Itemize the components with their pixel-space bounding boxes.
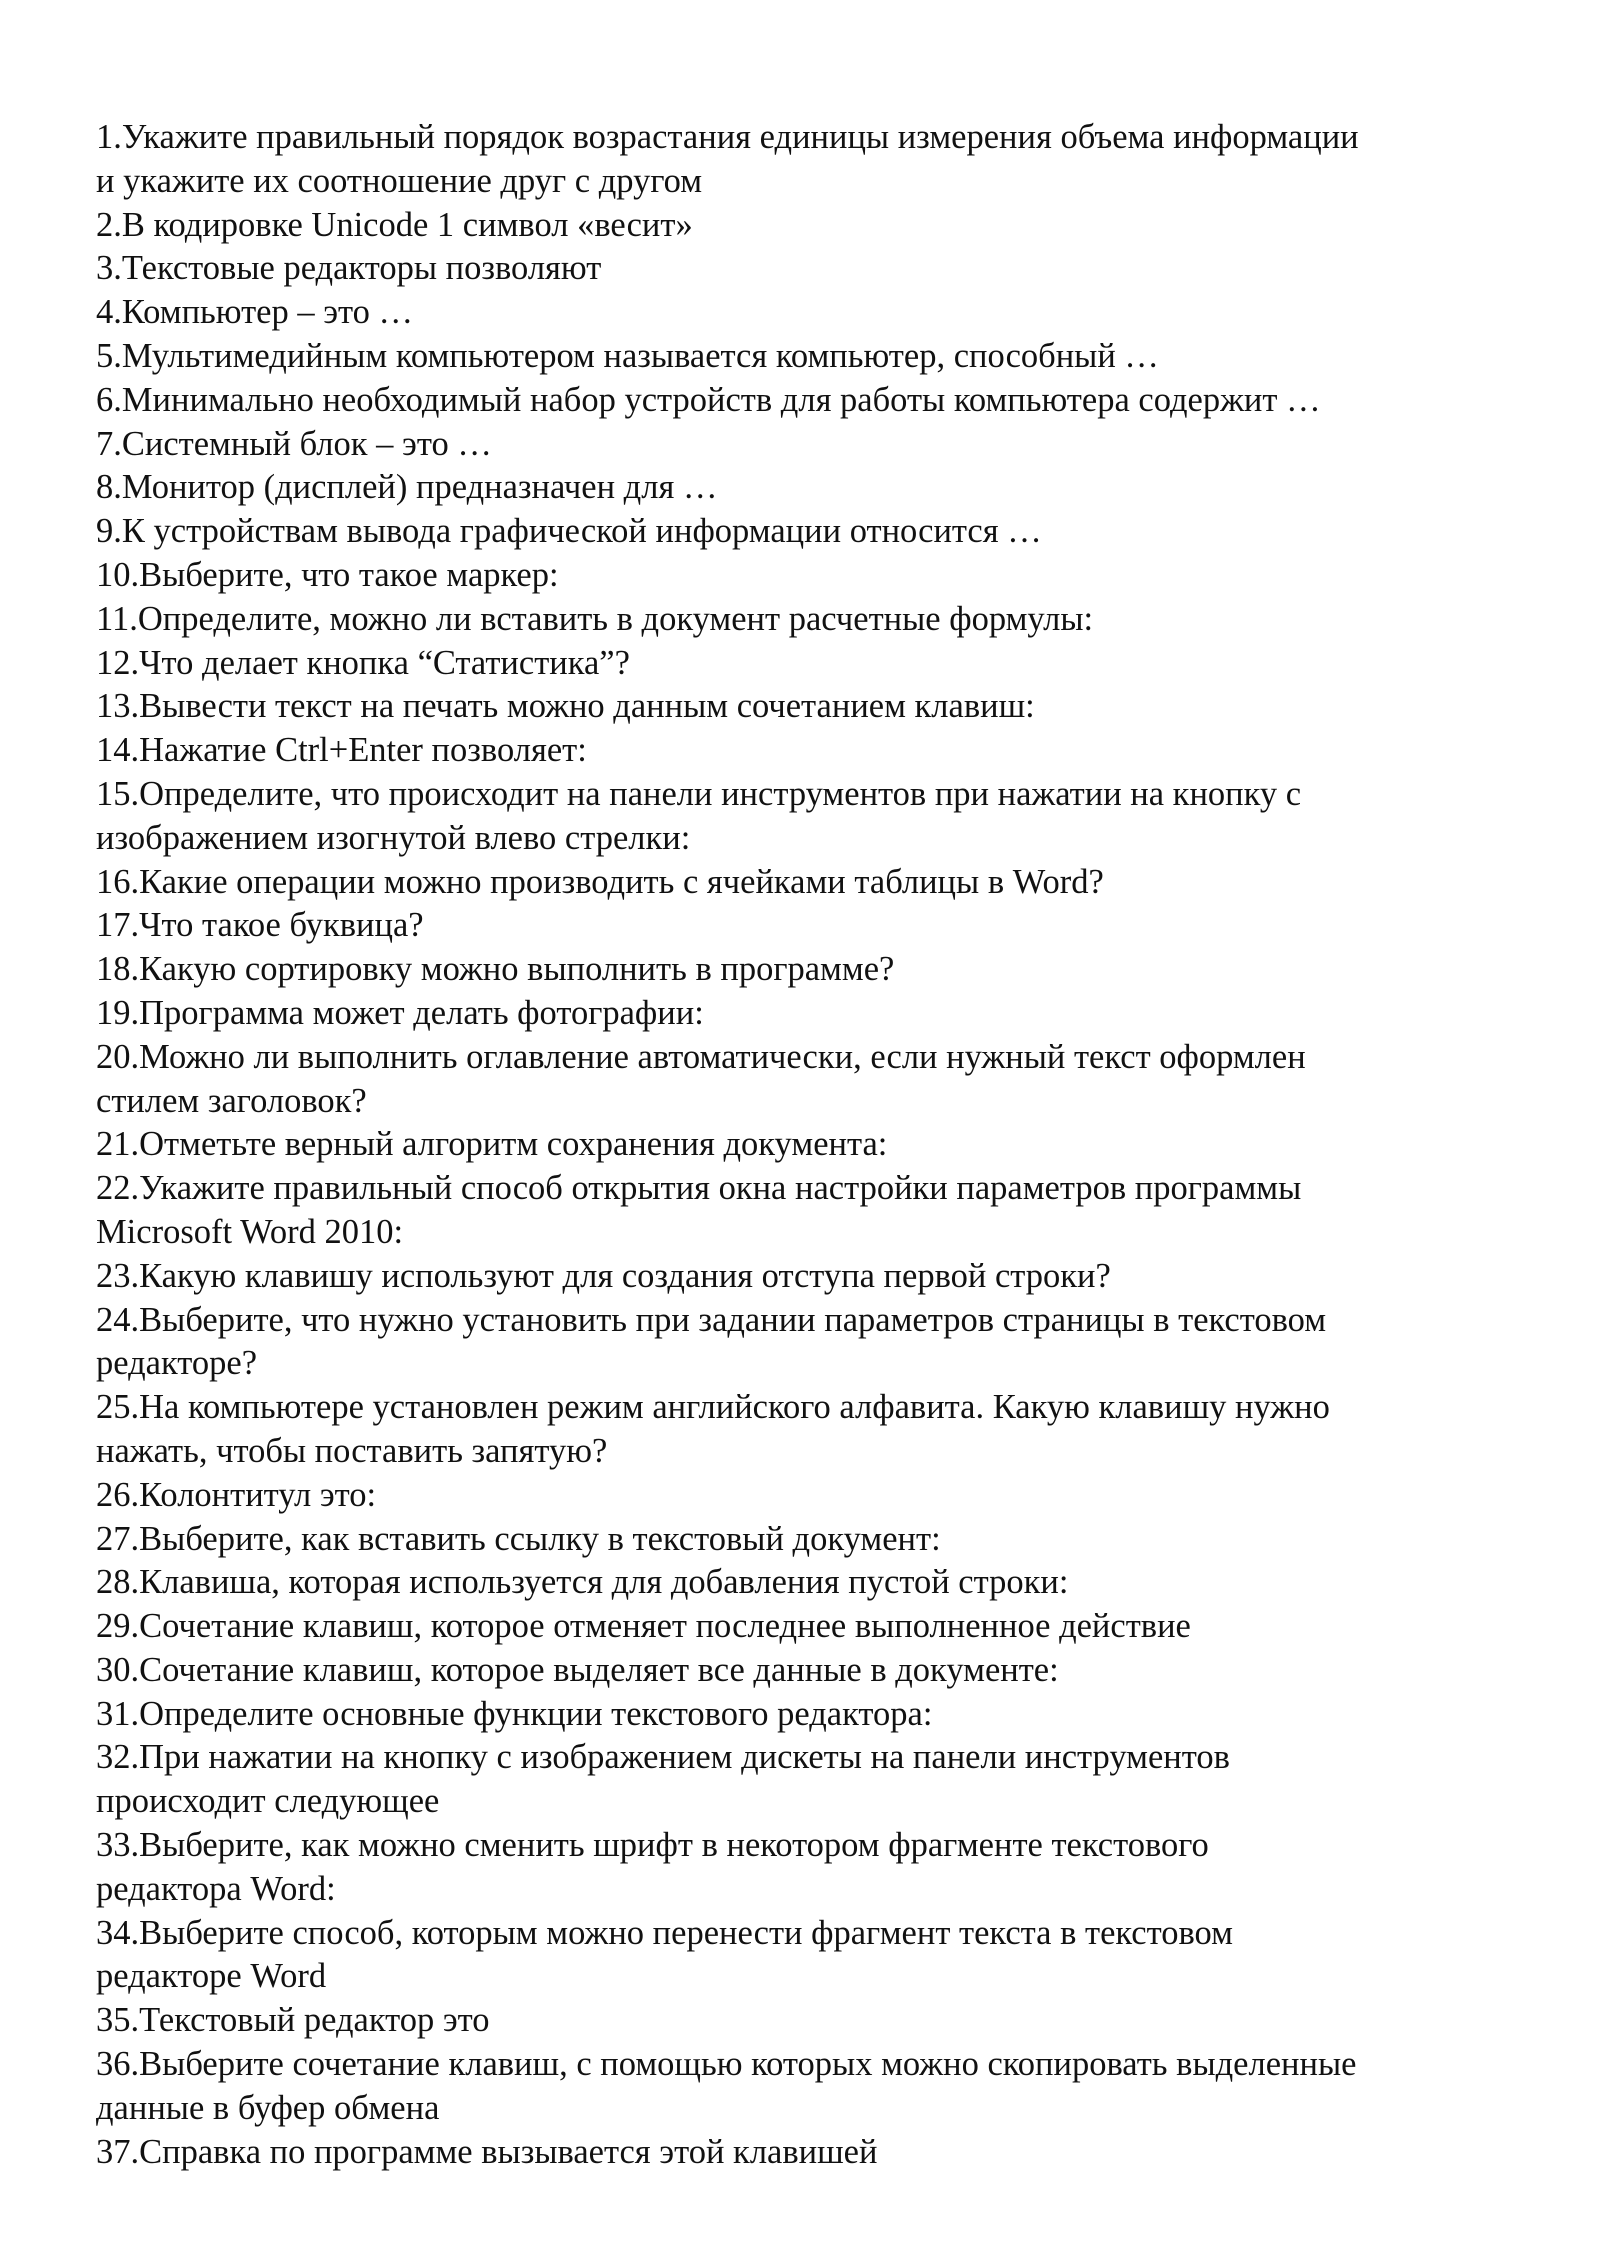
question-text: Клавиша, которая используется для добавления пустой строки:: [139, 1563, 1069, 1602]
question-line-first: [96, 773, 1526, 817]
question-line-first: [96, 466, 1526, 510]
question-item: [96, 554, 1526, 598]
question-item: [96, 861, 1526, 905]
question-text: Определите основные функции текстового редактора:: [139, 1694, 933, 1733]
question-line-first: [96, 423, 1526, 467]
question-item: [96, 2131, 1526, 2175]
question-text: редакторе Word: [96, 1957, 327, 1996]
question-text: Какие операции можно производить с ячейками таблицы в Word?: [139, 862, 1104, 901]
question-item: [96, 466, 1526, 510]
question-number: 35.: [96, 2001, 140, 2040]
question-line-first: [96, 1605, 1526, 1649]
question-text: Справка по программе вызывается этой клавишей: [139, 2132, 878, 2171]
question-item: [96, 247, 1526, 291]
question-item: [96, 773, 1526, 861]
question-text: Определите, можно ли вставить в документ расчетные формулы:: [137, 599, 1094, 638]
question-line-continuation: [96, 1342, 1526, 1386]
question-text: Монитор (дисплей) предназначен для …: [121, 468, 718, 507]
question-list: [96, 116, 1526, 2174]
question-line-first: [96, 1386, 1526, 1430]
question-text: изображением изогнутой влево стрелки:: [96, 818, 691, 857]
question-number: 11.: [96, 599, 138, 638]
question-text: Укажите правильный порядок возрастания единицы измерения объема информации: [121, 118, 1359, 156]
question-number: 16.: [96, 862, 140, 901]
question-number: 12.: [96, 643, 140, 682]
question-text: К устройствам вывода графической информации относится …: [121, 512, 1042, 551]
question-text: Укажите правильный способ открытия окна настройки параметров программы: [139, 1169, 1302, 1208]
question-number: 22.: [96, 1169, 140, 1208]
question-item: [96, 379, 1526, 423]
question-number: 27.: [96, 1519, 140, 1558]
question-item: [96, 1561, 1526, 1605]
question-number: 4.: [96, 293, 122, 332]
question-line-first: [96, 1999, 1526, 2043]
question-line-first: [96, 1824, 1526, 1868]
question-item: [96, 291, 1526, 335]
question-text: редакторе?: [96, 1344, 258, 1383]
question-item: [96, 992, 1526, 1036]
question-text: и укажите их соотношение друг с другом: [96, 161, 703, 200]
question-text: Компьютер – это …: [121, 293, 414, 332]
question-number: 28.: [96, 1563, 140, 1602]
question-number: 21.: [96, 1125, 140, 1164]
question-text: Выберите, как можно сменить шрифт в некотором фрагменте текстового: [139, 1826, 1209, 1865]
question-item: [96, 1036, 1526, 1124]
question-line-first: [96, 204, 1526, 248]
question-number: 1.: [96, 118, 122, 156]
question-number: 24.: [96, 1300, 140, 1339]
question-item: [96, 685, 1526, 729]
question-number: 29.: [96, 1607, 140, 1646]
question-line-first: [96, 247, 1526, 291]
question-text: При нажатии на кнопку с изображением дискеты на панели инструментов: [139, 1738, 1230, 1777]
question-line-first: [96, 2131, 1526, 2175]
question-number: 23.: [96, 1256, 140, 1295]
question-line-continuation: [96, 1780, 1526, 1824]
question-text: Какую клавишу используют для создания отступа первой строки?: [139, 1256, 1111, 1295]
question-line-first: [96, 948, 1526, 992]
question-line-first: [96, 685, 1526, 729]
question-number: 3.: [96, 249, 122, 288]
question-number: 13.: [96, 687, 140, 726]
question-text: На компьютере установлен режим английского алфавита. Какую клавишу нужно: [139, 1388, 1330, 1427]
question-item: [96, 948, 1526, 992]
question-number: 31.: [96, 1694, 140, 1733]
question-item: [96, 642, 1526, 686]
question-text: Колонтитул это:: [139, 1475, 377, 1514]
question-line-first: [96, 379, 1526, 423]
question-line-first: [96, 1167, 1526, 1211]
question-line-first: [96, 1518, 1526, 1562]
question-number: 7.: [96, 424, 122, 463]
question-text: Что делает кнопка “Статистика”?: [139, 643, 630, 682]
question-item: [96, 423, 1526, 467]
question-line-first: [96, 729, 1526, 773]
question-line-first: [96, 1736, 1526, 1780]
question-line-first: [96, 861, 1526, 905]
question-item: [96, 1693, 1526, 1737]
question-text: Минимально необходимый набор устройств для работы компьютера содержит …: [121, 380, 1321, 419]
question-line-first: [96, 1299, 1526, 1343]
question-text: Выберите сочетание клавиш, с помощью которых можно скопировать выделенные: [139, 2045, 1357, 2084]
question-item: [96, 2043, 1526, 2131]
question-line-first: [96, 1474, 1526, 1518]
question-number: 8.: [96, 468, 122, 507]
question-item: [96, 1386, 1526, 1474]
question-line-continuation: [96, 1211, 1526, 1255]
question-number: 15.: [96, 774, 140, 813]
question-line-first: [96, 642, 1526, 686]
question-text: Выберите, что нужно установить при задании параметров страницы в текстовом: [139, 1300, 1327, 1339]
question-item: [96, 1167, 1526, 1255]
question-line-continuation: [96, 2087, 1526, 2131]
question-line-first: [96, 598, 1526, 642]
question-text: Сочетание клавиш, которое выделяет все данные в документе:: [139, 1650, 1059, 1689]
question-text: Можно ли выполнить оглавление автоматически, если нужный текст оформлен: [139, 1037, 1306, 1076]
question-number: 10.: [96, 555, 140, 594]
question-line-first: [96, 554, 1526, 598]
question-item: [96, 598, 1526, 642]
question-line-first: [96, 1561, 1526, 1605]
question-text: происходит следующее: [96, 1782, 440, 1821]
question-line-first: [96, 1123, 1526, 1167]
question-line-first: [96, 116, 1526, 160]
question-text: редактора Word:: [96, 1869, 336, 1908]
question-line-first: [96, 992, 1526, 1036]
question-text: Выберите, как вставить ссылку в текстовый документ:: [139, 1519, 941, 1558]
question-text: Что такое буквица?: [139, 906, 424, 945]
question-text: Определите, что происходит на панели инструментов при нажатии на кнопку с: [139, 774, 1302, 813]
question-item: [96, 1299, 1526, 1387]
question-line-first: [96, 2043, 1526, 2087]
question-line-first: [96, 1036, 1526, 1080]
question-text: Текстовый редактор это: [139, 2001, 490, 2040]
question-number: 30.: [96, 1650, 140, 1689]
question-text: Какую сортировку можно выполнить в программе?: [139, 950, 895, 989]
question-line-continuation: [96, 1955, 1526, 1999]
question-item: [96, 1123, 1526, 1167]
question-text: стилем заголовок?: [96, 1081, 367, 1120]
question-item: [96, 335, 1526, 379]
question-text: Отметьте верный алгоритм сохранения документа:: [139, 1125, 888, 1164]
question-line-continuation: [96, 1080, 1526, 1124]
question-item: [96, 904, 1526, 948]
question-line-first: [96, 291, 1526, 335]
question-text: Выберите способ, которым можно перенести фрагмент текста в текстовом: [139, 1913, 1233, 1952]
question-number: 32.: [96, 1738, 140, 1777]
question-line-first: [96, 1912, 1526, 1956]
question-text: Вывести текст на печать можно данным сочетанием клавиш:: [139, 687, 1035, 726]
question-number: 34.: [96, 1913, 140, 1952]
question-item: [96, 1649, 1526, 1693]
question-text: Сочетание клавиш, которое отменяет последнее выполненное действие: [139, 1607, 1191, 1646]
question-item: [96, 1474, 1526, 1518]
question-item: [96, 1824, 1526, 1912]
question-number: 17.: [96, 906, 140, 945]
question-line-first: [96, 1693, 1526, 1737]
question-text: Программа может делать фотографии:: [139, 993, 704, 1032]
question-number: 18.: [96, 950, 140, 989]
question-text: нажать, чтобы поставить запятую?: [96, 1431, 608, 1470]
question-number: 20.: [96, 1037, 140, 1076]
question-item: [96, 116, 1526, 204]
question-text: Выберите, что такое маркер:: [139, 555, 559, 594]
question-line-continuation: [96, 160, 1526, 204]
question-text: Microsoft Word 2010:: [96, 1212, 404, 1251]
question-number: 19.: [96, 993, 140, 1032]
question-item: [96, 1912, 1526, 2000]
question-number: 33.: [96, 1826, 140, 1865]
question-line-first: [96, 510, 1526, 554]
question-number: 6.: [96, 380, 122, 419]
question-number: 5.: [96, 336, 122, 375]
question-text: данные в буфер обмена: [96, 2088, 440, 2127]
question-item: [96, 1255, 1526, 1299]
question-number: 2.: [96, 205, 122, 244]
question-text: Нажатие Ctrl+Enter позволяет:: [139, 731, 587, 770]
question-number: 25.: [96, 1388, 140, 1427]
question-number: 37.: [96, 2132, 140, 2171]
question-item: [96, 1605, 1526, 1649]
question-text: В кодировке Unicode 1 символ «весит»: [121, 205, 693, 244]
question-line-first: [96, 335, 1526, 379]
question-item: [96, 510, 1526, 554]
question-text: Мультимедийным компьютером называется компьютер, способный …: [121, 336, 1159, 375]
question-number: 14.: [96, 731, 140, 770]
question-item: [96, 1736, 1526, 1824]
question-line-first: [96, 904, 1526, 948]
question-number: 26.: [96, 1475, 140, 1514]
question-item: [96, 1518, 1526, 1562]
question-line-first: [96, 1649, 1526, 1693]
question-text: Системный блок – это …: [121, 424, 492, 463]
question-item: [96, 204, 1526, 248]
question-number: 9.: [96, 512, 122, 551]
question-line-first: [96, 1255, 1526, 1299]
question-text: Текстовые редакторы позволяют: [121, 249, 602, 288]
question-line-continuation: [96, 1430, 1526, 1474]
question-line-continuation: [96, 1868, 1526, 1912]
question-item: [96, 1999, 1526, 2043]
question-line-continuation: [96, 817, 1526, 861]
question-number: 36.: [96, 2045, 140, 2084]
question-item: [96, 729, 1526, 773]
